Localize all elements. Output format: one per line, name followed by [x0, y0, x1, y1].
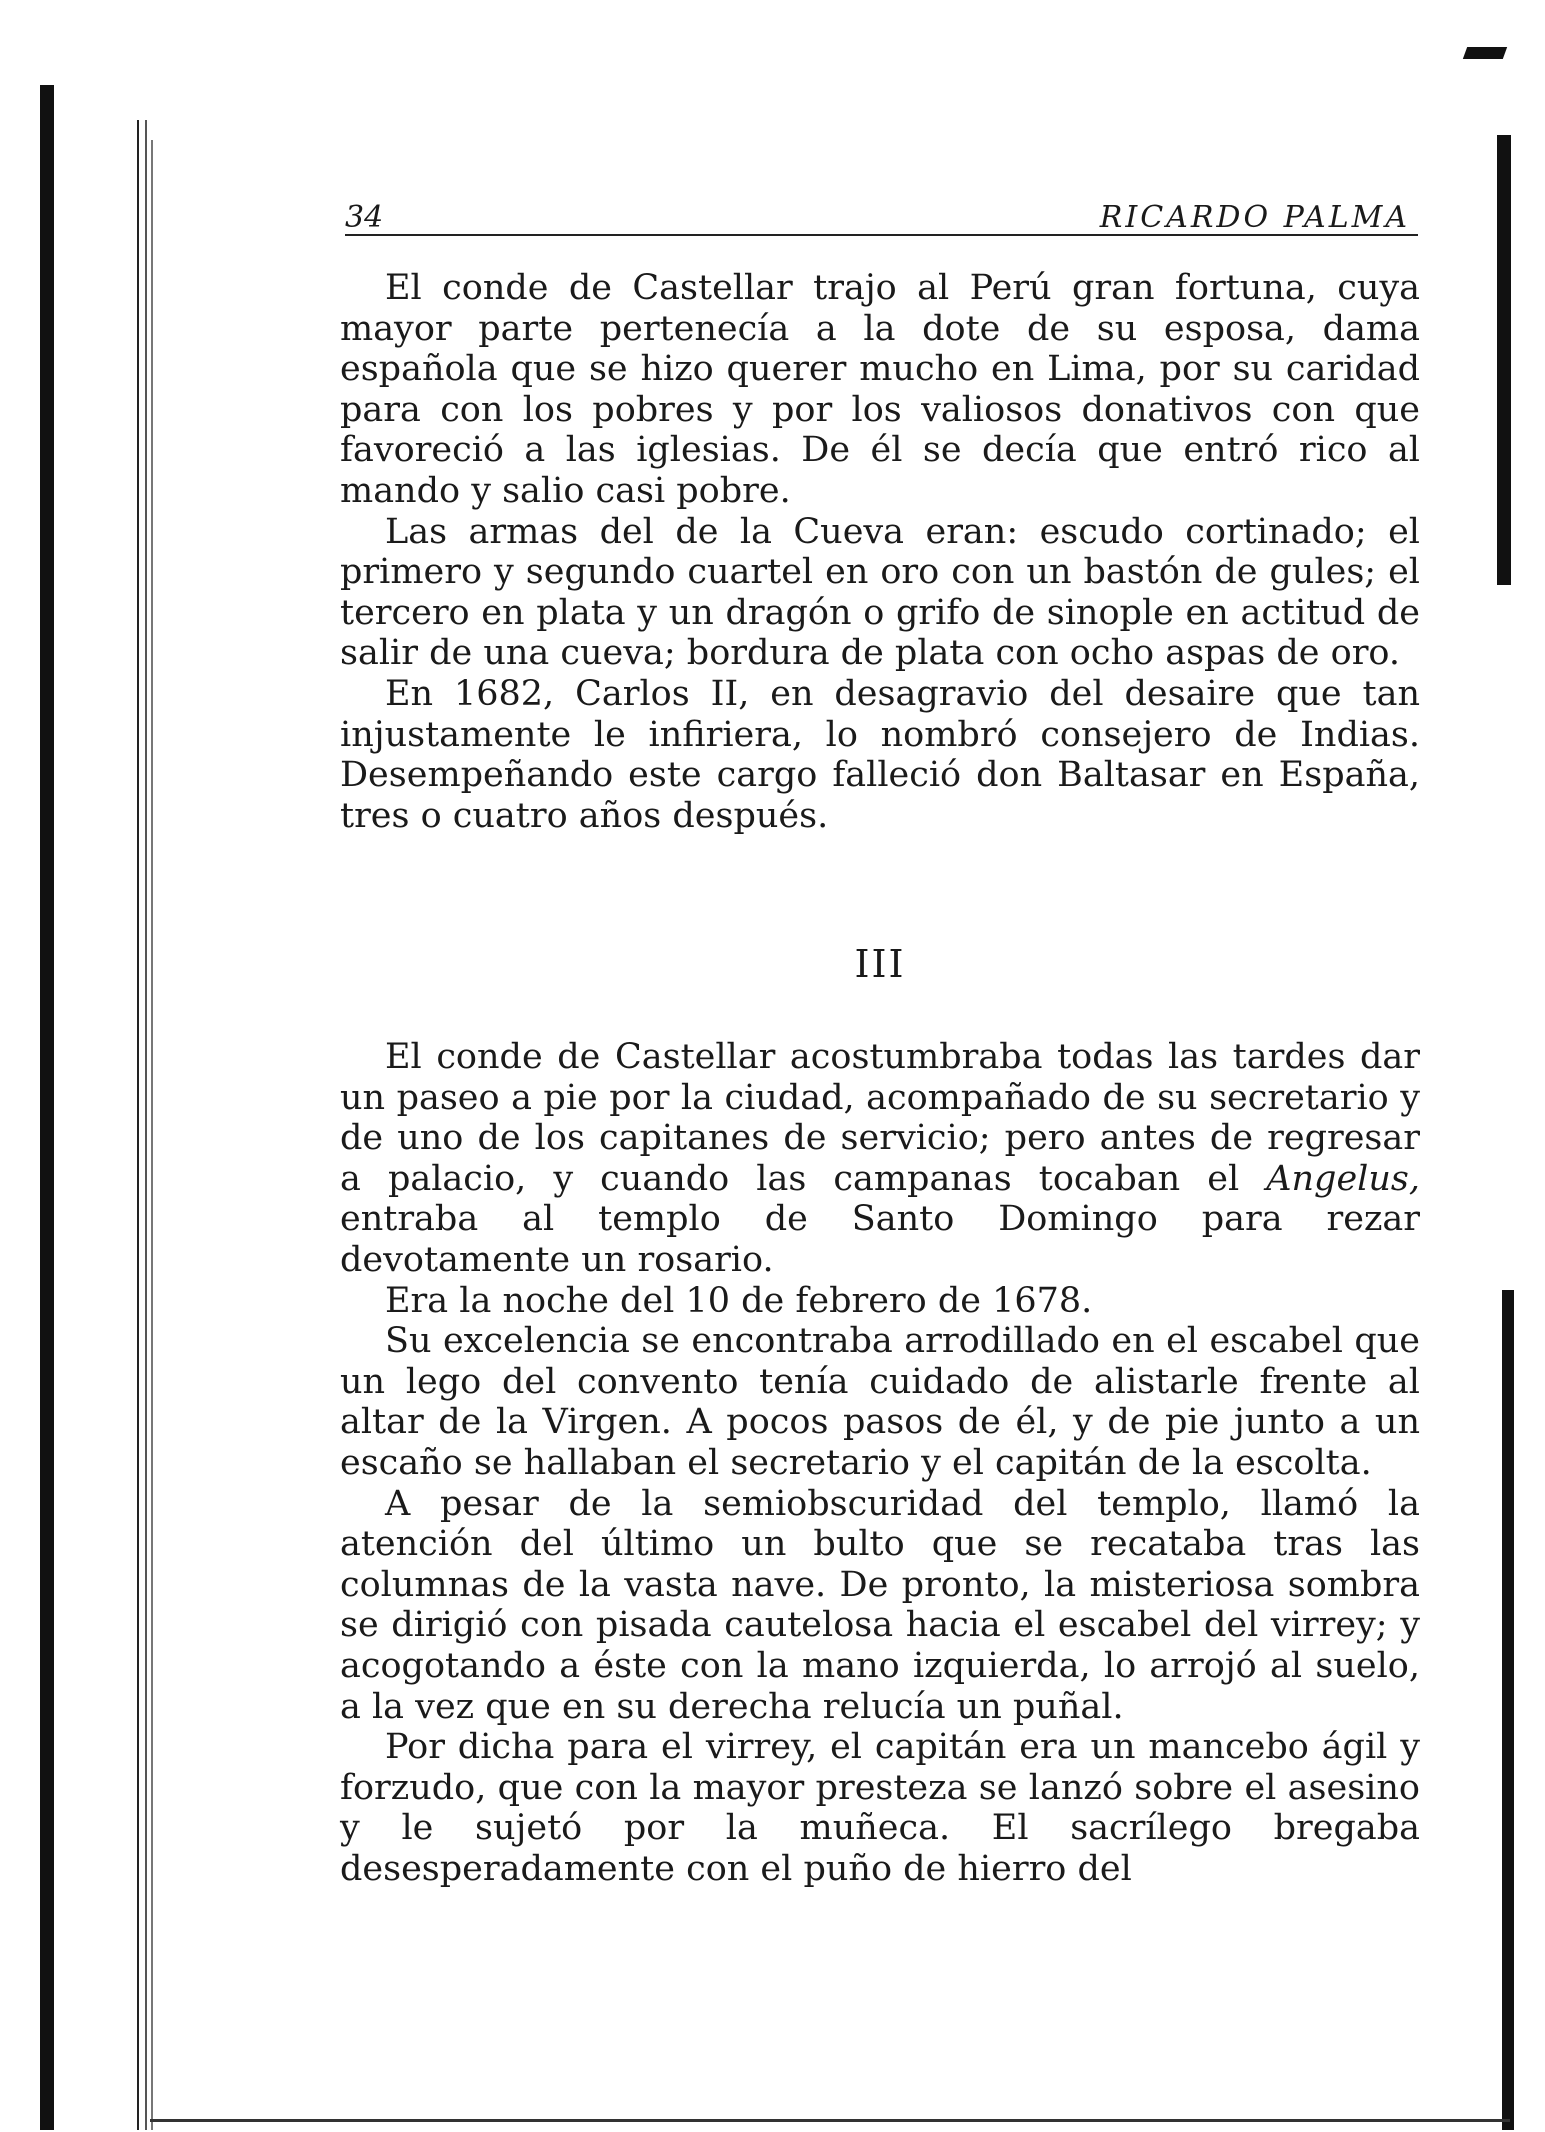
scan-corner-mark [1463, 47, 1507, 59]
paragraph: Por dicha para el virrey, el capitán era un mancebo ágil y forzudo, que con la mayor presteza se lanzó sobre el asesino y le sujetó por la muñeca. El sacrílego bregaba desesperadamente con el puño de hierro del [340, 1727, 1420, 1889]
section-2-text [340, 1037, 1420, 1889]
section-1-text [340, 268, 1420, 836]
page-header [345, 200, 1418, 236]
scan-edge-right [1497, 135, 1511, 585]
paragraph: El conde de Castellar trajo al Perú gran fortuna, cuya mayor parte pertenecía a la dote de su esposa, dama española que se hizo querer mucho en Lima, por su caridad para con los pobres y por los valiosos donativos con que favoreció a las iglesias. De él se decía que entró rico al mando y salio casi pobre. [340, 268, 1420, 511]
scan-edge-left [40, 85, 54, 2130]
scan-line [137, 120, 139, 2130]
paragraph: Era la noche del 10 de febrero de 1678. [385, 1280, 1093, 1321]
scan-line [151, 140, 153, 2130]
page-number: 34 [345, 200, 384, 235]
scan-edge-right [1502, 1290, 1514, 2130]
paragraph: Su excelencia se encontraba arrodillado en el escabel que un lego del convento tenía cuidado de alistarle frente al altar de la Virgen. A pocos pasos de él, y de pie junto a un escaño se hallaban el secretario y el capitán de la escolta. [340, 1321, 1420, 1483]
paragraph: Las armas del de la Cueva eran: escudo cortinado; el primero y segundo cuartel en oro con un bastón de gules; el tercero en plata y un dragón o grifo de sinople en actitud de salir de una cueva; bordura de plata con ocho aspas de oro. [340, 511, 1420, 674]
section-heading: III [854, 942, 906, 986]
italic-word: Angelus, [1266, 1158, 1420, 1199]
scan-edge-bottom [150, 2119, 1510, 2122]
scan-line [145, 120, 147, 2130]
paragraph: En 1682, Carlos II, en desagravio del desaire que tan injustamente le infiriera, lo nombró consejero de Indias. Desempeñando este cargo falleció don Baltasar en España, tres o cuatro años después. [340, 673, 1420, 836]
running-head: RICARDO PALMA [1099, 200, 1410, 235]
paragraph: El conde de Castellar acostumbraba todas las tardes dar un paseo a pie por la ciudad, acompañado de su secretario y de uno de los capitanes de servicio; pero antes de regresar a palacio, y cuando las campanas tocaban el Angelus, entraba al templo de Santo Domingo para rezar devotamente un rosario. [340, 1037, 1420, 1280]
paragraph: A pesar de la semiobscuridad del templo, llamó la atención del último un bulto que se recataba tras las columnas de la vasta nave. De pronto, la misteriosa sombra se dirigió con pisada cautelosa hacia el escabel del virrey; y acogotando a éste con la mano izquierda, lo arrojó al suelo, a la vez que en su derecha relucía un puñal. [340, 1483, 1420, 1727]
